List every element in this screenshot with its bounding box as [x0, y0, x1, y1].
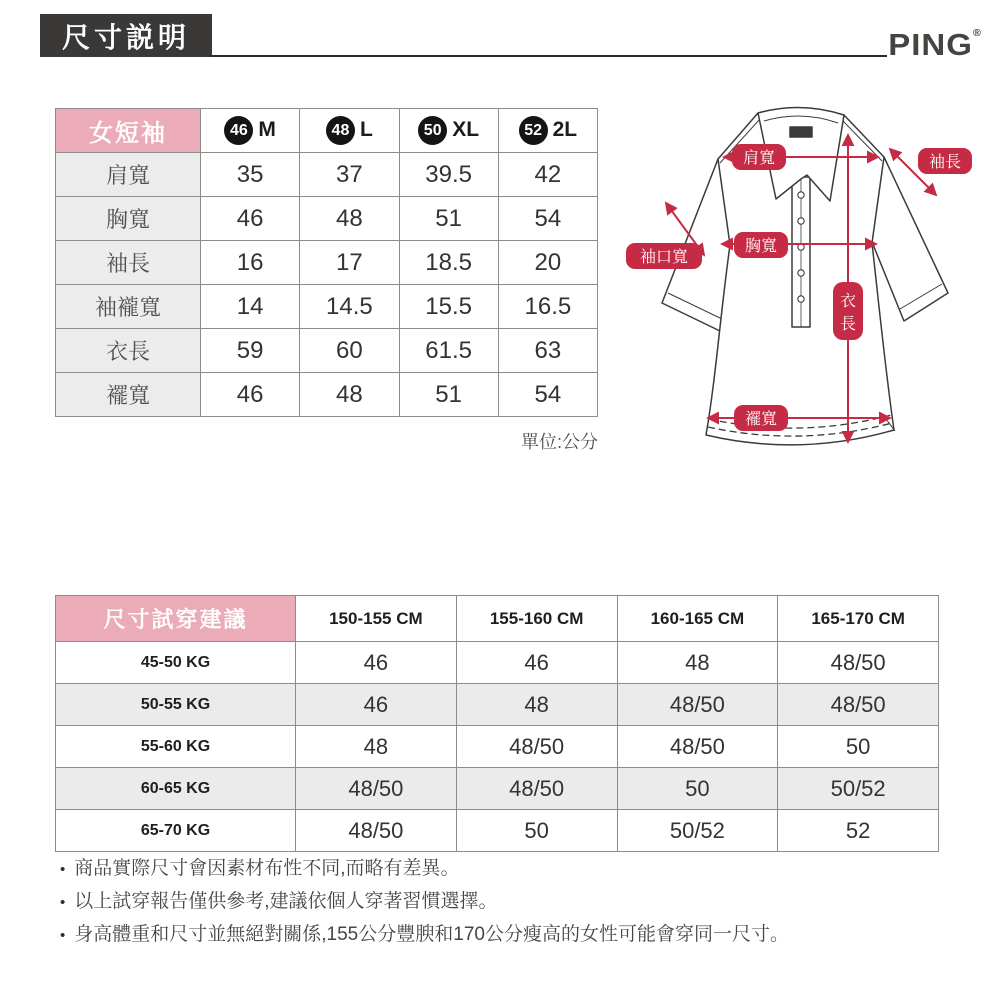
cell-value: 48/50: [778, 684, 939, 726]
weight-row-label: 45-50 KG: [56, 642, 296, 684]
size-letter-xl: XL: [452, 118, 480, 142]
size-col-48l: [300, 109, 399, 153]
cell-value: 54: [498, 373, 597, 417]
cell-value: 48: [300, 197, 399, 241]
table-row: [56, 642, 939, 684]
row-label-hem: 襬寬: [56, 373, 201, 417]
cell-value: 14: [201, 285, 300, 329]
cell-value: 35: [201, 153, 300, 197]
row-label-chest: 胸寬: [56, 197, 201, 241]
size-badge-52: 52: [519, 116, 548, 145]
size-letter-l: L: [359, 118, 373, 142]
size-letter-m: M: [258, 118, 276, 142]
weight-row-label: 60-65 KG: [56, 768, 296, 810]
size-col-46m: [201, 109, 300, 153]
cell-value: 50: [456, 810, 617, 852]
cell-value: 16: [201, 241, 300, 285]
cell-value: 48/50: [456, 726, 617, 768]
note-line-3: • 身高體重和尺寸並無絕對關係,155公分豐腴和170公分瘦高的女性可能會穿同一尺寸。: [60, 919, 960, 952]
height-col-4: 165-170 CM: [778, 596, 939, 642]
cell-value: 46: [201, 373, 300, 417]
cell-value: 48: [296, 726, 457, 768]
cell-value: 51: [399, 197, 498, 241]
cell-value: 59: [201, 329, 300, 373]
cell-value: 54: [498, 197, 597, 241]
cell-value: 15.5: [399, 285, 498, 329]
cell-value: 20: [498, 241, 597, 285]
size-col-50xl: [399, 109, 498, 153]
cell-value: 14.5: [300, 285, 399, 329]
polo-outline: [662, 107, 948, 444]
cuff-width-label: 袖口寬: [639, 249, 689, 266]
height-col-1: 150-155 CM: [296, 596, 457, 642]
cell-value: 50/52: [778, 768, 939, 810]
fit-table-corner: 尺寸試穿建議: [56, 596, 296, 642]
body-length-label-char2: 長: [839, 316, 857, 333]
size-measurement-table: [55, 108, 598, 417]
fit-table-header-row: [56, 596, 939, 642]
page-title-text: 尺寸説明: [61, 21, 190, 53]
cell-value: 46: [296, 642, 457, 684]
cell-value: 48/50: [617, 726, 778, 768]
unit-note: 單位:公分: [520, 432, 598, 452]
row-label-body-length: 衣長: [56, 329, 201, 373]
cell-value: 50: [778, 726, 939, 768]
table-row: [56, 768, 939, 810]
cell-value: 46: [296, 684, 457, 726]
cell-value: 50/52: [617, 810, 778, 852]
cell-value: 18.5: [399, 241, 498, 285]
cell-value: 63: [498, 329, 597, 373]
cell-value: 61.5: [399, 329, 498, 373]
collar-label-patch: [790, 127, 812, 137]
size-badge-50: 50: [418, 116, 447, 145]
table-row: [56, 329, 598, 373]
chest-width-label: 胸寬: [744, 238, 778, 255]
weight-row-label: 65-70 KG: [56, 810, 296, 852]
cell-value: 48/50: [296, 768, 457, 810]
table-row: [56, 726, 939, 768]
table-row: [56, 810, 939, 852]
weight-row-label: 55-60 KG: [56, 726, 296, 768]
table-row: [56, 684, 939, 726]
weight-row-label: 50-55 KG: [56, 684, 296, 726]
note-line-2: • 以上試穿報告僅供參考,建議依個人穿著習慣選擇。: [60, 886, 960, 919]
table-row: [56, 373, 598, 417]
cell-value: 48: [617, 642, 778, 684]
cell-value: 60: [300, 329, 399, 373]
title-rule: [210, 55, 887, 57]
cell-value: 46: [201, 197, 300, 241]
body-length-label-char1: 衣: [839, 293, 857, 310]
table-row: [56, 153, 598, 197]
size-col-52-2l: [498, 109, 597, 153]
cell-value: 46: [456, 642, 617, 684]
cell-value: 48/50: [617, 684, 778, 726]
footnotes: [60, 853, 960, 952]
garment-diagram: [618, 97, 990, 465]
size-badge-46: 46: [224, 116, 253, 145]
cell-value: 52: [778, 810, 939, 852]
ping-logo: [888, 28, 982, 63]
cell-value: 48/50: [778, 642, 939, 684]
hem-width-label: 襬寬: [744, 411, 778, 428]
ping-logo-text: PING: [888, 27, 973, 62]
cell-value: 39.5: [399, 153, 498, 197]
size-table-header-row: [56, 109, 598, 153]
size-letter-2l: 2L: [552, 118, 578, 142]
title-bar: [40, 14, 982, 60]
cell-value: 48: [456, 684, 617, 726]
height-col-2: 155-160 CM: [456, 596, 617, 642]
sleeve-length-label: 袖長: [928, 154, 962, 171]
cell-value: 51: [399, 373, 498, 417]
size-badge-48: 48: [326, 116, 355, 145]
row-label-shoulder: 肩寬: [56, 153, 201, 197]
cell-value: 37: [300, 153, 399, 197]
table-row: [56, 285, 598, 329]
page-title: [40, 14, 212, 57]
shoulder-width-label: 肩寬: [742, 150, 776, 167]
registered-mark: ®: [972, 27, 982, 39]
cell-value: 48: [300, 373, 399, 417]
cell-value: 42: [498, 153, 597, 197]
note-line-1: • 商品實際尺寸會因素材布性不同,而略有差異。: [60, 853, 960, 886]
cell-value: 17: [300, 241, 399, 285]
cell-value: 16.5: [498, 285, 597, 329]
table-row: [56, 241, 598, 285]
row-label-armhole: 袖襱寬: [56, 285, 201, 329]
polo-shirt-illustration: [618, 97, 990, 465]
cell-value: 48/50: [296, 810, 457, 852]
row-label-sleeve-length: 袖長: [56, 241, 201, 285]
fit-suggestion-table: [55, 595, 939, 852]
height-col-3: 160-165 CM: [617, 596, 778, 642]
cell-value: 50: [617, 768, 778, 810]
size-table-corner: 女短袖: [56, 109, 201, 153]
cell-value: 48/50: [456, 768, 617, 810]
table-row: [56, 197, 598, 241]
